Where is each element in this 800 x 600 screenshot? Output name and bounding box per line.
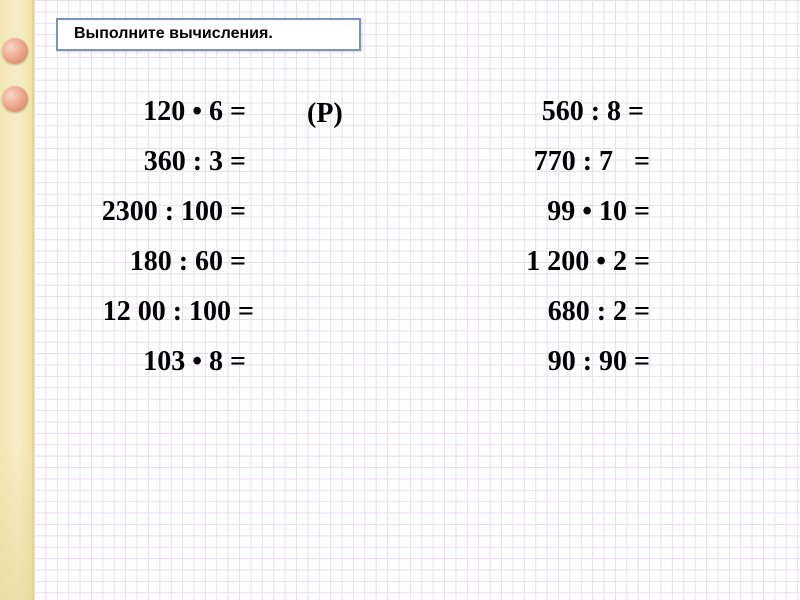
right-expression: 90 : 90 =	[547, 346, 650, 377]
left-expression: 120 • 6 =	[143, 96, 246, 127]
left-expression: 12 00 : 100 =	[102, 296, 254, 327]
task-title: Выполните вычисления.	[74, 25, 273, 42]
decorative-side-strip	[0, 0, 34, 600]
mark-note: (Р)	[307, 98, 343, 129]
decorative-bead-icon	[2, 86, 28, 112]
left-expression: 2300 : 100 =	[101, 196, 246, 227]
right-expression: 1 200 • 2 =	[526, 246, 650, 277]
right-expression: 99 • 10 =	[547, 196, 650, 227]
right-expression: 770 : 7 =	[533, 146, 650, 177]
strip-shading	[0, 440, 34, 600]
left-expression: 103 • 8 =	[143, 346, 246, 377]
left-expression: 180 : 60 =	[129, 246, 246, 277]
decorative-bead-icon	[2, 38, 28, 64]
right-expression: 680 : 2 =	[547, 296, 650, 327]
right-expression: 560 : 8 =	[541, 96, 644, 127]
left-expression: 360 : 3 =	[143, 146, 246, 177]
